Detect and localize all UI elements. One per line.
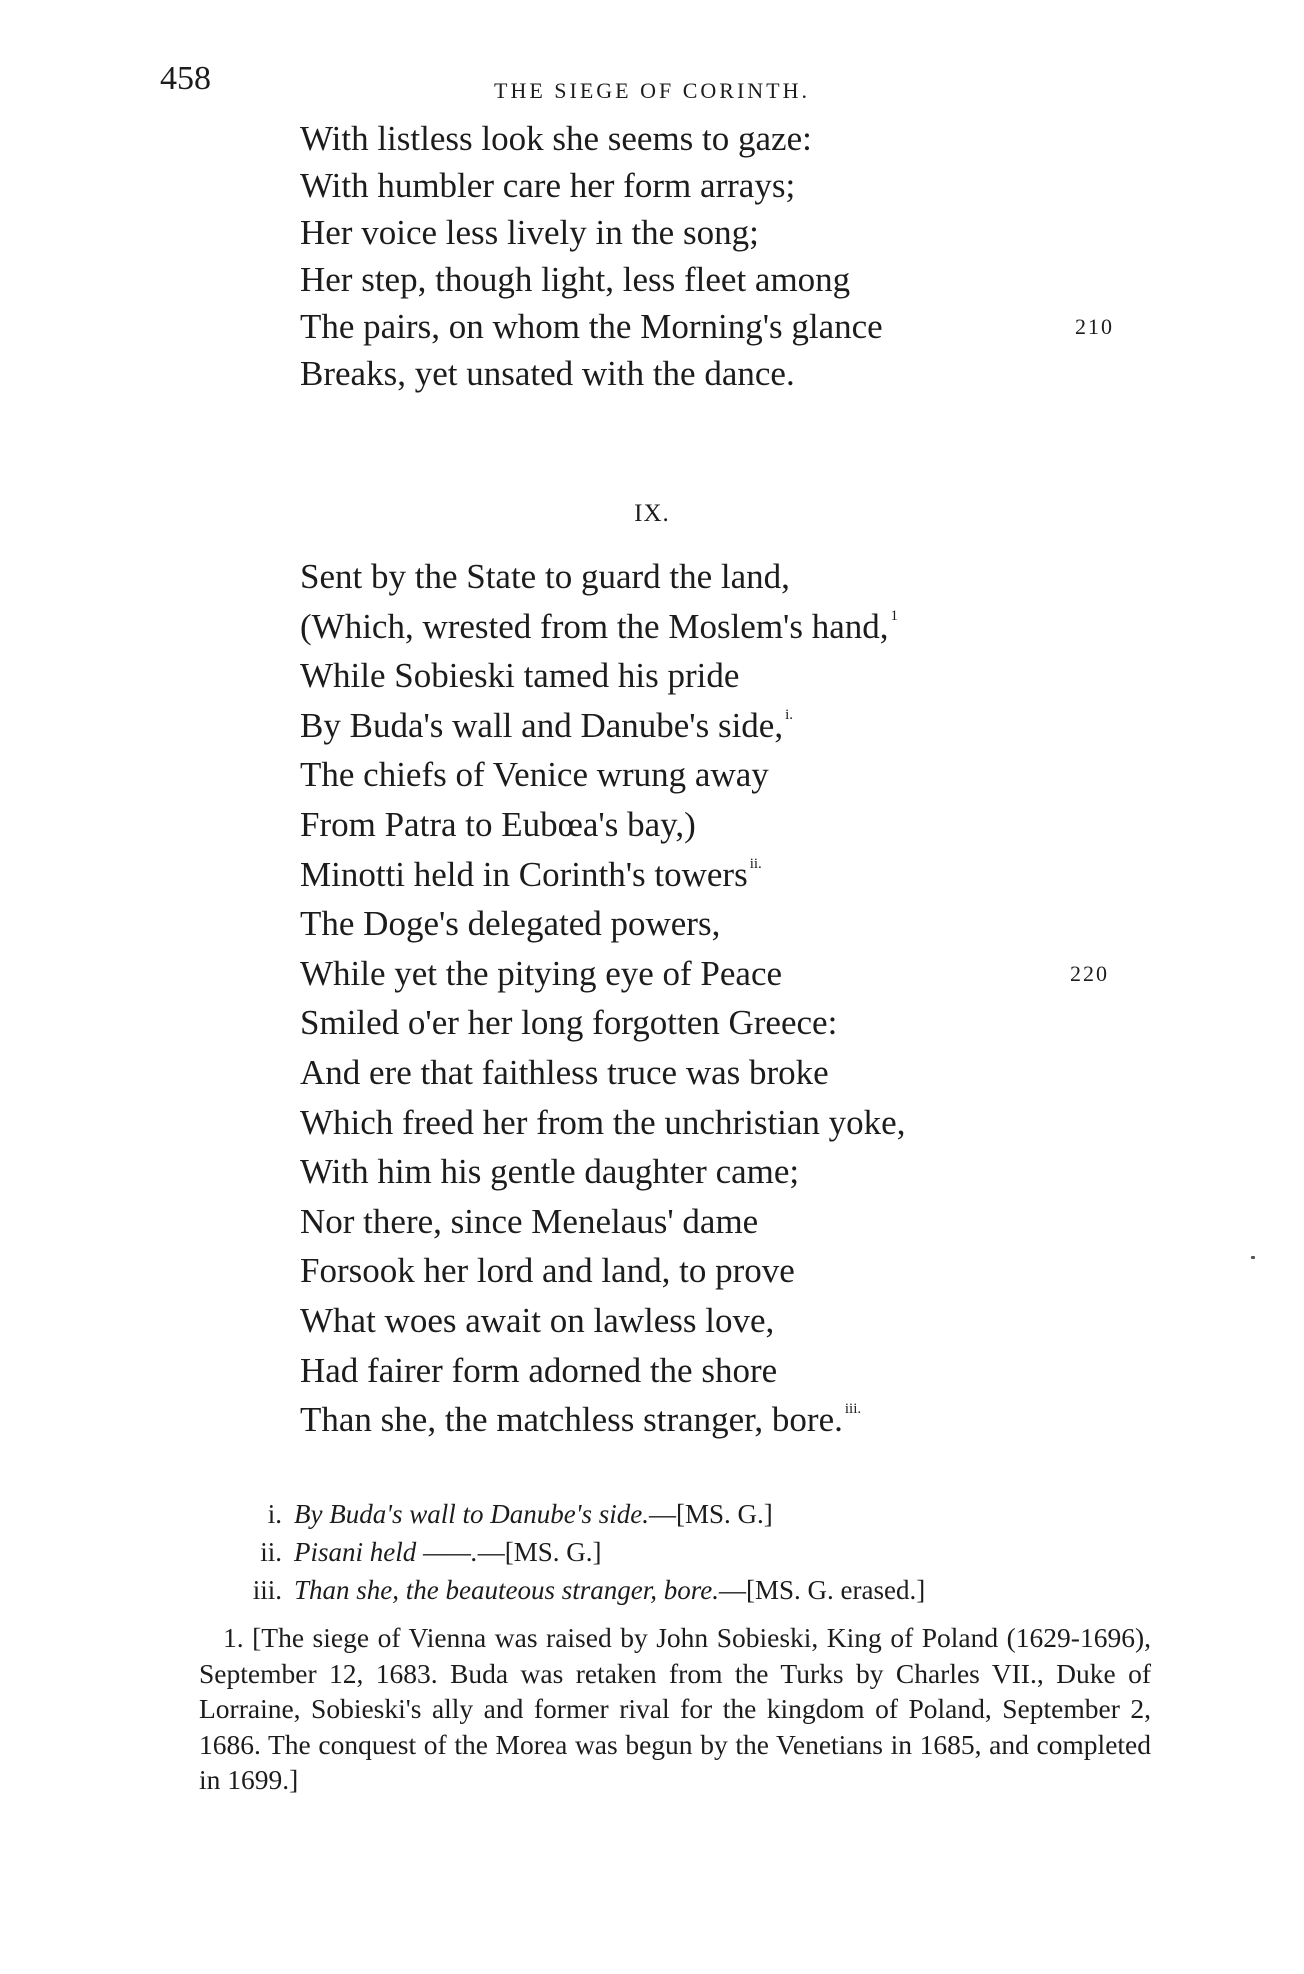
verse-line bbox=[300, 1197, 905, 1247]
verse-line bbox=[300, 256, 883, 303]
verse-line bbox=[300, 850, 905, 900]
verse-text: Smiled o'er her long forgotten Greece: bbox=[300, 1003, 838, 1043]
footnote: 1. [The siege of Vienna was raised by John Sobieski, King of Poland (1629-1696), September 12, 1683. Buda was retaken from the Turks by Charles VII., Duke of Lorraine, Sobieski's ally and former rival for the kingdom of Poland, September 2, 1686. The conquest of the Morea was begun by the Venetians in 1685, and completed in 1699.] bbox=[199, 1622, 1151, 1795]
verse-line bbox=[300, 115, 883, 162]
verse-text: Had fairer form adorned the shore bbox=[300, 1350, 778, 1390]
verse-text: The chiefs of Venice wrung away bbox=[300, 755, 769, 795]
verse-text: Forsook her lord and land, to prove bbox=[300, 1251, 795, 1291]
verse-line bbox=[300, 552, 905, 602]
variant-marker: i. bbox=[785, 706, 794, 723]
variant-text: Pisani held ——. bbox=[294, 1537, 478, 1567]
verse-text: Minotti held in Corinth's towers bbox=[300, 854, 748, 894]
stray-mark bbox=[1251, 1256, 1255, 1259]
verse-text: While Sobieski tamed his pride bbox=[300, 656, 740, 696]
running-title: THE SIEGE OF CORINTH. bbox=[494, 78, 810, 103]
variant-text: Than she, the beauteous stranger, bore. bbox=[294, 1575, 719, 1605]
verse-text: Her voice less lively in the song; bbox=[300, 213, 759, 252]
verse-line bbox=[300, 602, 905, 652]
verse-line bbox=[300, 1147, 905, 1197]
variant-reading bbox=[244, 1571, 925, 1609]
verse-text: The pairs, on whom the Morning's glance bbox=[300, 307, 883, 346]
verse-text: Breaks, yet unsated with the dance. bbox=[300, 354, 795, 393]
variant-text: By Buda's wall to Danube's side. bbox=[294, 1499, 650, 1529]
verse-line bbox=[300, 162, 883, 209]
verse-text: From Patra to Eubœa's bay,) bbox=[300, 804, 696, 844]
verse-text: Nor there, since Menelaus' dame bbox=[300, 1201, 759, 1241]
verse-line bbox=[300, 1395, 905, 1445]
verse-line bbox=[300, 350, 883, 397]
section-heading: IX. bbox=[634, 500, 670, 527]
stanza-ix bbox=[300, 552, 1109, 1445]
verse-line bbox=[300, 701, 905, 751]
verse-text: With listless look she seems to gaze: bbox=[300, 119, 812, 158]
verse-text: Than she, the matchless stranger, bore. bbox=[300, 1400, 843, 1440]
variant-marker: iii. bbox=[844, 1401, 862, 1418]
verse-text: With humbler care her form arrays; bbox=[300, 166, 796, 205]
variant-reading bbox=[244, 1495, 925, 1533]
stanza-viii-ending bbox=[300, 115, 1114, 397]
verse-line bbox=[300, 800, 905, 850]
variant-marker: ii. bbox=[749, 855, 762, 872]
verse-text: And ere that faithless truce was broke bbox=[300, 1052, 829, 1092]
verse-line bbox=[300, 949, 1109, 999]
verse-line bbox=[300, 1098, 905, 1148]
variant-readings bbox=[244, 1495, 925, 1609]
line-number: 220 bbox=[1070, 960, 1109, 986]
verse-text: (Which, wrested from the Moslem's hand, bbox=[300, 606, 889, 646]
line-number: 210 bbox=[1075, 314, 1114, 339]
variant-number: i. bbox=[267, 1499, 282, 1529]
variant-reading bbox=[244, 1533, 925, 1571]
verse-line bbox=[300, 651, 905, 701]
verse-line bbox=[300, 1048, 905, 1098]
verse-line bbox=[300, 1346, 905, 1396]
variant-number: iii. bbox=[252, 1575, 282, 1605]
verse-line bbox=[300, 303, 1114, 350]
verse-line bbox=[300, 209, 883, 256]
verse-text: While yet the pitying eye of Peace bbox=[300, 953, 783, 993]
verse-line bbox=[300, 750, 905, 800]
variant-source: —[MS. G.] bbox=[477, 1537, 602, 1567]
verse-line bbox=[300, 1296, 905, 1346]
variant-source: —[MS. G. erased.] bbox=[718, 1575, 926, 1605]
verse-text: Sent by the State to guard the land, bbox=[300, 557, 790, 596]
verse-line bbox=[300, 899, 905, 949]
verse-text: What woes await on lawless love, bbox=[300, 1300, 775, 1340]
footnote-marker: 1 bbox=[890, 607, 899, 624]
verse-text: Her step, though light, less fleet among bbox=[300, 260, 851, 299]
verse-line bbox=[300, 1246, 905, 1296]
variant-source: —[MS. G.] bbox=[649, 1499, 773, 1529]
verse-line bbox=[300, 998, 905, 1048]
variant-number: ii. bbox=[260, 1537, 282, 1567]
verse-text: By Buda's wall and Danube's side, bbox=[300, 705, 784, 745]
verse-text: The Doge's delegated powers, bbox=[300, 904, 721, 944]
verse-text: Which freed her from the unchristian yoke, bbox=[300, 1102, 906, 1142]
page-number: 458 bbox=[160, 60, 211, 97]
verse-text: With him his gentle daughter came; bbox=[300, 1152, 800, 1192]
